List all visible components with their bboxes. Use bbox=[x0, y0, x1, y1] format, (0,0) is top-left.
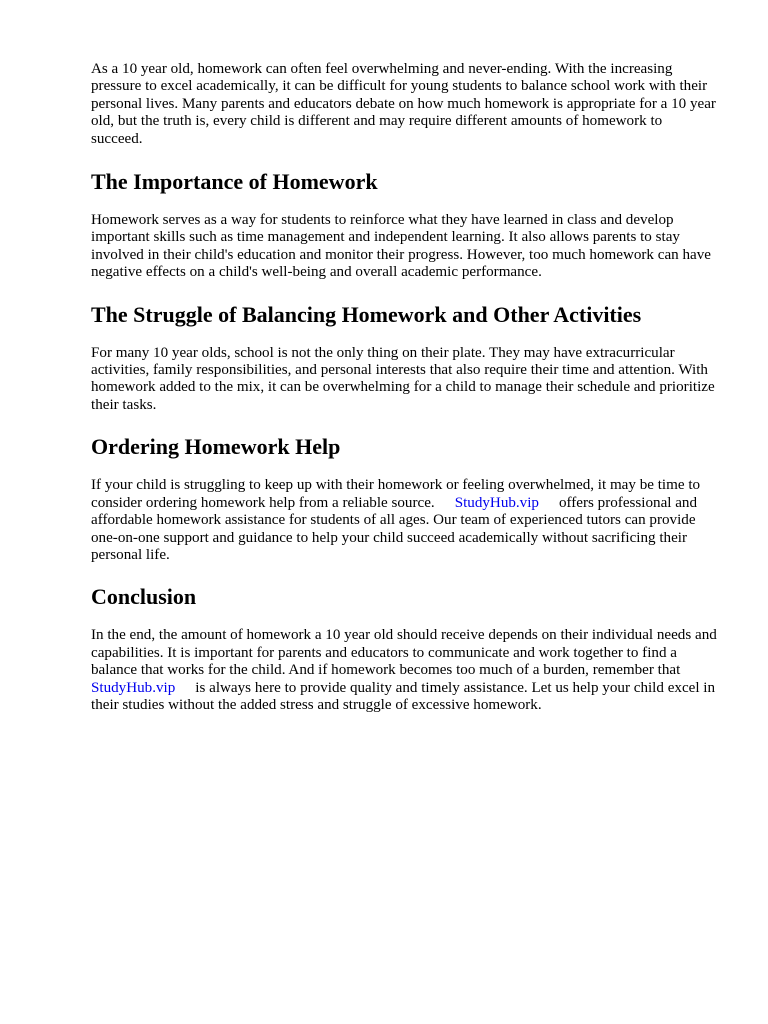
struggle-paragraph: For many 10 year olds, school is not the only thing on their plate. They may have extracurricular activities, family responsibilities, and personal interests that also require their time and attention. With homework added to the mix, it can be overwhelming for a child to manage their schedule and prioritize their tasks. bbox=[91, 344, 715, 413]
conclusion-text-before: In the end, the amount of homework a 10 year old should receive depends on their individual needs and capabilities. It is important for parents and educators to communicate and work together to find a balance that works for the child. And if homework becomes too much of a burden, remember that bbox=[91, 627, 717, 679]
heading-conclusion: Conclusion bbox=[91, 584, 197, 610]
studyhub-link[interactable]: StudyHub.vip bbox=[454, 494, 539, 511]
heading-struggle: The Struggle of Balancing Homework and Other Activities bbox=[91, 301, 642, 327]
intro-paragraph: As a 10 year old, homework can often feel overwhelming and never-ending. With the increasing pressure to excel academically, it can be difficult for young students to balance school work with their personal lives. Many parents and educators debate on how much homework is appropriate for a 10 year old, but the truth is, every child is different and may require different amounts of homework to succeed. bbox=[91, 61, 716, 147]
studyhub-link-conclusion[interactable]: StudyHub.vip bbox=[91, 679, 176, 696]
heading-ordering-help: Ordering Homework Help bbox=[91, 434, 341, 460]
conclusion-paragraph bbox=[91, 627, 717, 714]
ordering-help-paragraph bbox=[91, 477, 717, 564]
ordering-help-text-before: If your child is struggling to keep up with their homework or feeling overwhelmed, it may be time to consider ordering homework help from a reliable source. bbox=[91, 477, 701, 511]
ordering-help-text-after: offers professional and affordable homework assistance for students of all ages. Our team of experienced tutors can provide one-on-one support and guidance to help your child succeed academically without sacrificing their personal life. bbox=[91, 494, 698, 563]
heading-importance: The Importance of Homework bbox=[91, 169, 378, 195]
importance-paragraph: Homework serves as a way for students to reinforce what they have learned in class and develop important skills such as time management and independent learning. It also allows parents to stay involved in their child's education and monitor their progress. However, too much homework can have negative effects on a child's well-being and overall academic performance. bbox=[91, 212, 711, 281]
conclusion-text-after: is always here to provide quality and timely assistance. Let us help your child excel in their studies without the added stress and struggle of excessive homework. bbox=[91, 679, 716, 713]
document-page bbox=[91, 61, 717, 734]
